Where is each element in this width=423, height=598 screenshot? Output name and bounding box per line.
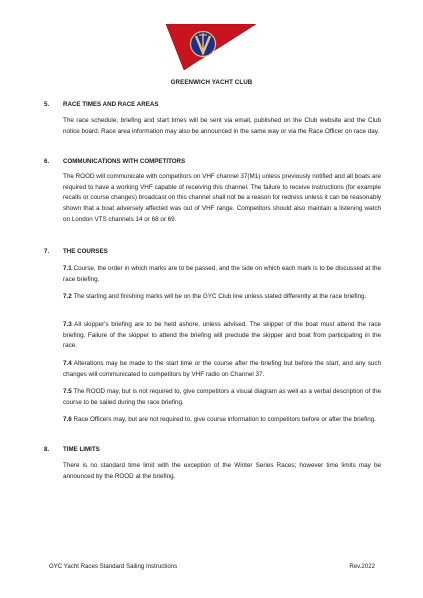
footer-document-title: GYC Yacht Races Standard Sailing Instructions (49, 563, 178, 570)
section-8-heading (44, 446, 100, 453)
clause-7-2 (63, 292, 381, 303)
section-5-paragraph: The race schedule, briefing and start times will be sent via email, published on the Club website and the Club notice board. Race area information may also be announced in the same way or via the Race Officer on race day. (63, 117, 381, 135)
burgee-icon (166, 24, 256, 70)
section-number: 7. (44, 248, 50, 255)
section-title: TIME LIMITS (63, 446, 100, 453)
clause-7-3 (63, 320, 381, 352)
clause-7-6 (63, 415, 381, 426)
clause-7-4 (63, 359, 381, 380)
clause-number: 7.6 (63, 416, 72, 423)
clause-text: Course, the order in which marks are to be passed, and the side on which each mark is to be discussed at the race briefing. (63, 265, 382, 283)
clause-text: Race Officers may, but are not required to, give course information to competitors before or after the briefing. (73, 416, 377, 423)
footer-revision: Rev.2022 (349, 563, 375, 570)
section-number: 8. (44, 446, 50, 453)
club-burgee-logo (166, 24, 256, 70)
section-number: 5. (44, 101, 50, 108)
clause-number: 7.3 (63, 321, 72, 328)
clause-7-1 (63, 264, 381, 285)
section-title: THE COURSES (63, 248, 108, 255)
clause-text: All skipper's briefing are to be held ashore, unless advised. The skipper of the boat must attend the race briefing. Failure of the skipper to attend the briefing will preclude the skipper and boat from participating in the race. (63, 321, 381, 350)
section-8-paragraph: There is no standard time limit with the exception of the Winter Series Races; however time limits may be announced by the ROOD at the briefing. (63, 462, 381, 480)
clause-7-5 (63, 387, 381, 408)
clause-text: The starting and finishing marks will be on the GYC Club line unless stated differently at the race briefing. (73, 293, 367, 300)
section-title: COMMUNICATIONS WITH COMPETITORS (63, 158, 186, 165)
section-6-paragraph: The ROOD will communicate with competitors on VHF channel 37(M1) unless previously notified and all boats are required to have a working VHF capable of receiving this channel. The failure to receive instructions (for example recalls or course changes) broadcast on this channel shall not be a reason for redress unless it can be reasonably shown that a boat adversely affected was out of VHF range. Competitors should also maintain a listening watch on London VTS channels 14 or 68 or 69. (63, 173, 381, 223)
clause-number: 7.1 (63, 265, 72, 272)
clause-number: 7.4 (63, 360, 72, 367)
section-number: 6. (44, 158, 50, 165)
clause-number: 7.5 (63, 388, 72, 395)
clause-number: 7.2 (63, 293, 72, 300)
section-5-heading (44, 101, 158, 108)
section-6-heading (44, 158, 185, 165)
clause-text: Alterations may be made to the start time or the course after the briefing but before the start, and any such changes will communicated to competitors by VHF radio on Channel 37. (63, 360, 381, 378)
section-7-heading (44, 248, 108, 255)
clause-text: The ROOD may, but is not required to, give competitors a visual diagram as well as a verbal description of the course to be sailed during the race briefing. (63, 388, 381, 406)
club-name: GREENWICH YACHT CLUB (170, 79, 253, 86)
section-title: RACE TIMES AND RACE AREAS (63, 101, 159, 108)
